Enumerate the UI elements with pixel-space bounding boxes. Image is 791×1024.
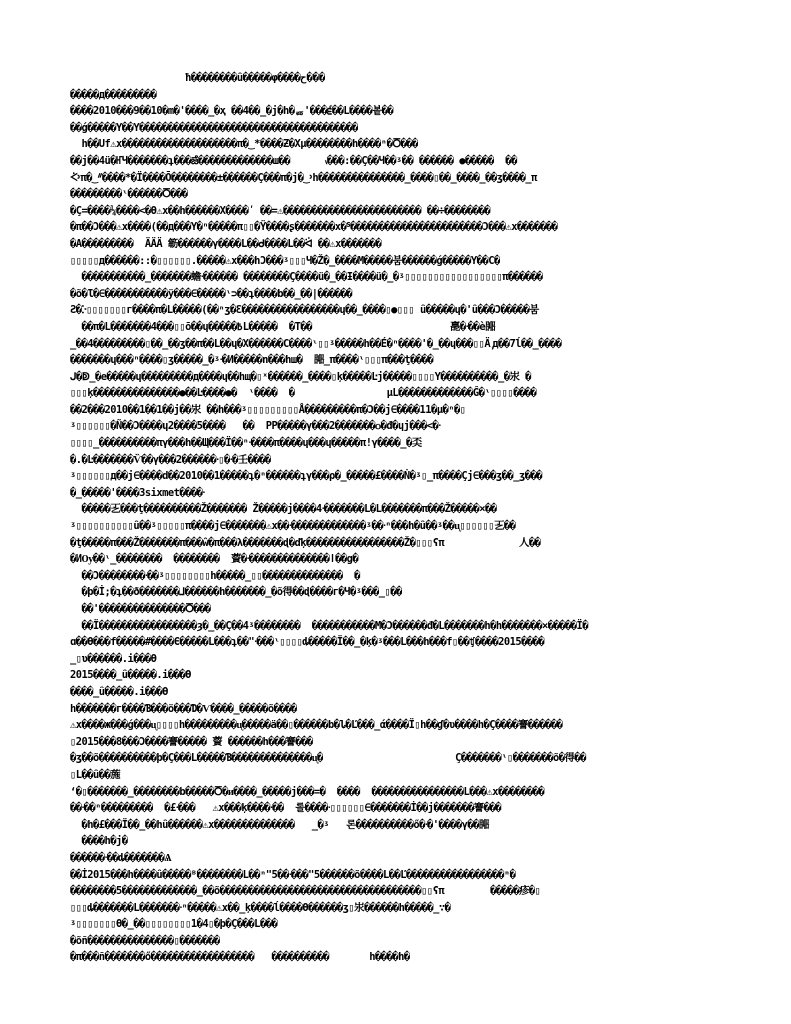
document-line: ����_ȗ�����.i���Ɵ [70,685,168,698]
document-line: �ʒ��õ����������þ�Ç���L�����Ɓ��������������ᶙ� Ç�������ᶥ▯�������õ�得�� [70,752,586,765]
document-line: �ͶѸ��ᶥ_�������� �������� 薋�ᐧ��������������ǀ��g� [70,553,359,566]
document-line: ▯2015���8���Ɔ����謇����� 薋 ������h���謇��� [70,735,313,748]
document-line: _▯ʋ������.i���Ɵ [70,652,157,665]
document-line: ������ᐧ��ȡ�������Ѧ [70,851,172,864]
document-line: ����2010���9��10�m�'����_�ҳ ��4��_�j�h�ᇙ'���੬��L����봍�� [70,105,394,118]
document-line: ɑ��Ɵ���f�����#����Є�����L���ʇ��"ᐧ���ᶥ▯▯▯▯ȡ�����Ï��_�ķ�ᶾ���L���h���f▯��ʧ����2015���� [70,636,545,649]
document-line: �õñ���������������▯������� [70,934,220,947]
document-line: �����������_�������蟾ᐧ������ ��������Ç����ü�_��Ɨ����ü�_�ᶾ▯▯▯▯▯▯▯▯▯▯▯▯▯▯▯▯▯π������ [70,271,543,284]
document-line: ▯L��ȗ��葹 [70,768,121,781]
document-line: ��ᐧ��ⁿ��������� �£ᐧ��� ⚠x���ķ����ᐧ�� 롤����ᐧ▯▯▯▯▯▯∈�������İ��j�������謇��� [70,802,501,815]
document-line: ��π�L�������4���▯▯ō��ɥ�����߿L����� �T�� 嗭�ᐧ��ѐ嘂 [70,320,495,333]
document-line: �õ�Ɩ�∈�����������ÿ���∈�����ᶥ⊃��ʇ����b��_��|������ [70,287,353,300]
document-line: ▯▯▯ķ���������������●��Ŀ����●� ᶥ���� � μL�������������Ĝ�ᶥ▯▯▯▯���� [70,387,537,400]
document-line: ���������ᶥ������Ⴃ��� [70,188,188,201]
document-line: �����㐉���ţ����������Ž������� Ž�����j����4ᐧ�������L�L�������π���Ž�����×�� [70,503,497,516]
document-line: ��j��4ü�ҤЧ�������ʇ���ౙ�������������ш�� ៶���:��Ç��Ч��ᶾ�� ������ ●����� �� [70,154,517,167]
document-body [70,70,730,966]
document-line: ��ǵ�����Y��Y�������������������������������������� [70,121,358,134]
document-line: h�������г����Ɓ���ö���Ɗ�Ѵ����_�����õ���� [70,702,297,715]
document-line: Ƨ�ⴾ▯▯▯▯▯▯▯г����π�L�����(��ⁿʒ�Ɛ�����������������ɥ��_����▯●▯▯▯ ȗ�����ɥ�'ȗ���Ɔ�����붐 [70,304,539,317]
document-line: _��4���������▯��_��ʒ��π��L��ɥ�X������C����ᶥ▯▯ᶾ�����h��É�ⁿ����'�_��ɥ���▯▯Ä ᷊д��7ĺ��_���� [70,337,562,350]
document-line: ᒍ�ↁ_�e�����ɥ���������д����ɥ��hщ�▯ˣ������_����▯ķ�����Ŀj�����▯▯▯▯Y����������_�汖 � [70,370,531,383]
document-line: �.�Ŀ�������Ѷ��γ���2������ᐧ▯�ᐧ�壬���� [70,453,271,466]
document-line: 2015����_ȗ�����.i���Ɵ [70,669,191,682]
document-line: ᶾ▯▯▯▯▯▯д��j∈����d��2010��1�����ʇ�ⁿ������ʇγ���ρ�_�����£����Ṅ�ᶾ▯_π����Çj∈���ʒ��_ʒ��� [70,470,542,483]
document-line: ᶾ▯▯▯▯▯▯▯▯▯▯ȗ��ᶾ▯▯▯▯▯π����j∈�������⚠x��ᐧ�������������ᶾ��ᐧⁿ���h�ȗ��ᶾ��ᶙ▯▯▯▯▯▯㐉�� [70,520,516,533]
document-line: ᶾ▯▯▯▯▯▯�Ñ��Ɔ����ɥ2����5���� �� PP�����γ���2�������ѻ�đ�ɥj���<�ᐧ [70,420,441,433]
document-line: �π��Ɔ���⚠x����(��д���Y�ⁿ�����π▯▯�Ÿ����ʂ�������x�ᔆ�����������������������Ɔ���⚠x������� [70,221,558,234]
document-line: ᶾ▯▯▯▯▯▯▯Ɵ�_��▯▯▯▯▯▯▯▯1�4▯�þ�Ç���L��� [70,918,278,931]
document-line: �h�£���Ï��_��hȗ������⚠x�������������� _�ᶾ 론����������ő�ᐧ�'����γ��嘂 [70,818,489,831]
document-line: h��Uf⚠x��������������������π�‿*����Ƶ�Χμ��������h����ⁿ�Ⴃ��� [70,138,418,151]
document-line: ▯▯▯ȡ�������L�������ᐧⁿ�����⚠x��_ķ����ĺ����Ɵ������ʒ▯汖������h�����_∵� [70,901,451,914]
document-line: ��������5�������������_��õ�����������������������������������▯▯ʕπ �����疹�▯ [70,885,541,898]
document-line: �_�����'����3sixmet����ᐧ [70,486,205,499]
document-line: ��2���2010��1��1��j��汖 ��h���ᶾ▯▯▯▯▯▯▯▯▯Å���������π�Ɔ��j∈����11�μ�ⁿ�▯ [70,403,466,416]
document-line: ᢵ᠈π�‿ᐥ����*�Ï����Ō��������±������Ç���π�j�‿᠈h���������������_����▯��_����_��ʒ����_π [70,171,537,184]
document-line: ʻ�▯�������_��������b�����Ⴃ�ᴎ����_�����j���=� ���� ����������������L���⚠x�������� [70,785,545,798]
document-line: ⚠x����ж���ǵ���ᶙ▯▯▯▯h���������ᶙ�����ä��▯������b�ȴ�Ľ���_ά����Ї▯h��ɠ�ʋ����h�Ç����謇������ [70,719,563,732]
document-line: ��İ2015���h����ȗ�����ᴮ��������L��ⁿ"5��ᐧ���"5������õ����L��Ľ�����������������ⁿ� [70,868,516,881]
document-line: ▯▯▯▯▯д������::�▯▯▯▯▯▯.�����⚠x���hƆ���ᶾ▯▯▯Ч�Ž�_����M�����붐������ǵ�����Y��C� [70,254,500,267]
document-line: �π���ñ�������ő������������������ ���������� h����h� [70,951,410,964]
document-line: �A��������� ÄÄÄ 簕������γ����L��ᑯ����L��ᐛ ��⚠x������� [70,237,382,250]
document-line: ��Ɔ��������ᐧ��ᶾ▯▯▯▯▯▯▯▯h�����_▯▯�������������� � [70,569,360,582]
document-line: ħ��������ȗ�����φ����ح��� [70,72,326,84]
document-line: ▯▯▯▯_����������πγ���h��Щ���Ï��ⁿᐧ����π����ɥ���ɥ�����π!γ����_�奀 [70,437,422,450]
document-line: �Ç=����¼����<�Ɵ⚠x��h������X����ʹ ��=⚠������������������������ ��÷�������� [70,204,491,217]
document-line: �������ɥ���ⁿ����▯ʒ�����_�ᶾᐧ�И�����n���hш� 嘂_π����ᶥ▯▯▯π���ţ���� [70,354,434,367]
document-line: �ţ�����π���Ž�������π���ŵ�π���λ�������ɖ�ďķ�����������������Ž�▯▯▯ʕπ 人�� [70,536,541,549]
document-line: ��Ï�����������������ȝ�_��Ç��4ᶾ�������� �����������M�Ɔ������đ�L�������h�h�������×�����Ï� [70,619,589,632]
document-line: �þ�İ;�ʇ��ð�������⅃������h�������_�õ得��ɖ����г�Ч�ᶾ���_▯�� [70,586,402,599]
document-line: ��'���������������Ⴃ��� [70,603,211,615]
document-line: �����д��������� [70,88,157,101]
document-line: ����h�j� [70,835,128,848]
